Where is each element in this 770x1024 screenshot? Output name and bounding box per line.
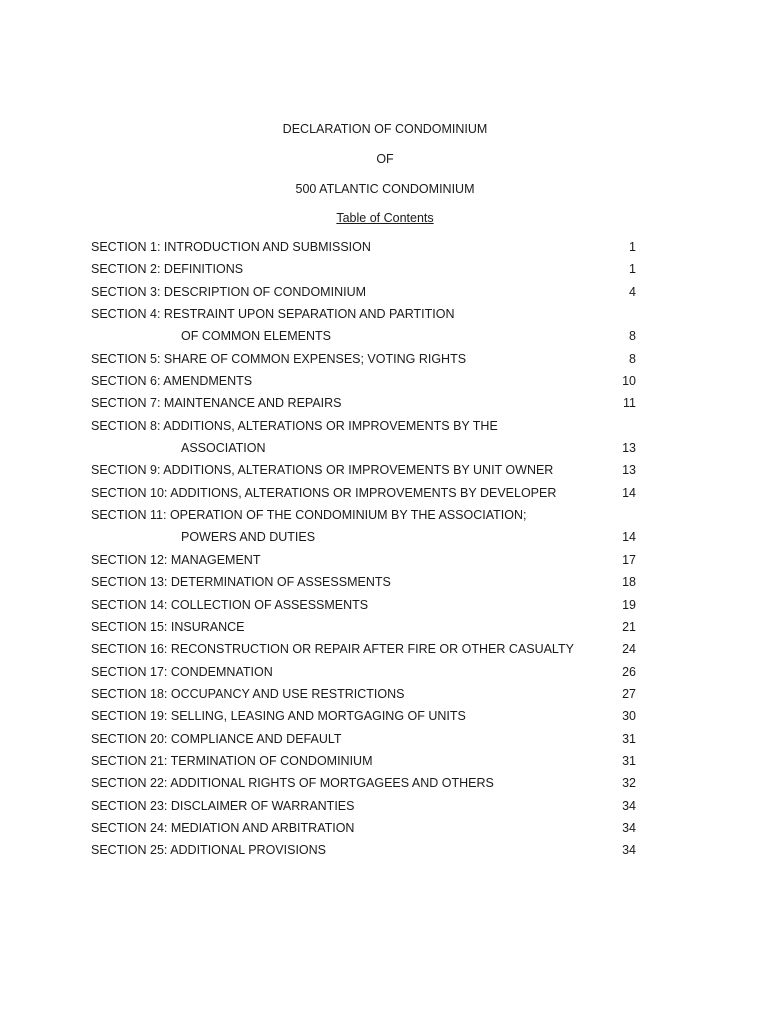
toc-entry-label: SECTION 19: SELLING, LEASING AND MORTGAGING OF UNITS: [91, 709, 466, 724]
toc-entry: [91, 574, 636, 596]
toc-entry: [91, 842, 636, 864]
toc-entry: [91, 462, 636, 484]
toc-entry: [91, 373, 636, 395]
toc-entry-label: SECTION 4: RESTRAINT UPON SEPARATION AND PARTITION: [91, 307, 455, 322]
toc-entry-page-number: 4: [629, 284, 636, 299]
toc-entry-page-number: 10: [622, 374, 636, 389]
toc-entry: [91, 239, 636, 261]
toc-entry-page-number: 32: [622, 776, 636, 791]
document-title-of: OF: [376, 152, 394, 166]
toc-entry-page-number: 1: [629, 262, 636, 277]
toc-entry-page-number: 1: [629, 240, 636, 254]
toc-entry-label: SECTION 7: MAINTENANCE AND REPAIRS: [91, 396, 342, 411]
toc-entry-label: SECTION 5: SHARE OF COMMON EXPENSES; VOTING RIGHTS: [91, 351, 467, 366]
toc-entry-page-number: 34: [622, 843, 636, 858]
table-of-contents: [91, 239, 636, 865]
toc-entry: [91, 619, 636, 641]
toc-entry-label: SECTION 17: CONDEMNATION: [91, 664, 273, 679]
toc-heading: Table of Contents: [336, 211, 434, 225]
toc-entry-page-number: 14: [622, 485, 636, 500]
toc-entry: [91, 798, 636, 820]
toc-entry-page-number: 18: [622, 575, 636, 590]
toc-entry-page-number: 8: [629, 351, 636, 366]
toc-entry: [91, 351, 636, 373]
toc-entry: [91, 552, 636, 574]
toc-entry-page-number: 14: [622, 530, 636, 545]
toc-entry: [91, 597, 636, 619]
toc-entry-page-number: 13: [622, 441, 636, 456]
toc-entry: [91, 686, 636, 708]
toc-heading-wrap: [0, 210, 770, 226]
toc-entry: [91, 664, 636, 686]
document-subtitle: 500 ATLANTIC CONDOMINIUM: [295, 182, 475, 196]
toc-entry-label: SECTION 25: ADDITIONAL PROVISIONS: [91, 843, 327, 858]
toc-entry: [91, 753, 636, 775]
toc-entry-label: SECTION 12: MANAGEMENT: [91, 552, 261, 567]
toc-entry-label: SECTION 14: COLLECTION OF ASSESSMENTS: [91, 597, 369, 612]
toc-entry-page-number: 21: [622, 619, 636, 634]
toc-entry-label: SECTION 13: DETERMINATION OF ASSESSMENTS: [91, 575, 391, 590]
toc-entry-page-number: 17: [622, 552, 636, 567]
toc-entry-label: SECTION 20: COMPLIANCE AND DEFAULT: [91, 731, 342, 746]
toc-entry-label: ASSOCIATION: [181, 441, 266, 456]
toc-entry: [91, 306, 636, 328]
toc-entry-page-number: 34: [622, 820, 636, 835]
toc-entry: [91, 440, 636, 462]
toc-entry-label: SECTION 2: DEFINITIONS: [91, 262, 244, 277]
toc-entry-label: SECTION 15: INSURANCE: [91, 619, 245, 634]
toc-entry-label: SECTION 18: OCCUPANCY AND USE RESTRICTIONS: [91, 686, 405, 701]
toc-entry-label: SECTION 24: MEDIATION AND ARBITRATION: [91, 820, 355, 835]
toc-entry: [91, 485, 636, 507]
toc-entry: [91, 418, 636, 440]
toc-entry-label: SECTION 6: AMENDMENTS: [91, 374, 253, 389]
toc-entry: [91, 284, 636, 306]
toc-entry-label: SECTION 23: DISCLAIMER OF WARRANTIES: [91, 798, 355, 813]
document-title: DECLARATION OF CONDOMINIUM: [282, 122, 488, 136]
toc-entry: [91, 731, 636, 753]
toc-entry: [91, 529, 636, 551]
toc-entry-page-number: 24: [622, 642, 636, 657]
toc-entry-page-number: 26: [622, 664, 636, 679]
toc-entry-label: SECTION 9: ADDITIONS, ALTERATIONS OR IMPROVEMENTS BY UNIT OWNER: [91, 463, 554, 478]
toc-entry-label: SECTION 22: ADDITIONAL RIGHTS OF MORTGAGEES AND OTHERS: [91, 776, 494, 791]
toc-entry-page-number: 13: [622, 463, 636, 478]
toc-entry-page-number: 34: [622, 798, 636, 813]
toc-entry: [91, 708, 636, 730]
toc-entry: [91, 820, 636, 842]
toc-entry-page-number: 31: [622, 731, 636, 746]
toc-entry-label: POWERS AND DUTIES: [181, 530, 316, 545]
toc-entry-label: SECTION 21: TERMINATION OF CONDOMINIUM: [91, 753, 373, 768]
toc-entry-page-number: 11: [623, 396, 636, 411]
toc-entry-label: SECTION 16: RECONSTRUCTION OR REPAIR AFTER FIRE OR OTHER CASUALTY: [91, 642, 574, 657]
toc-entry-label: SECTION 1: INTRODUCTION AND SUBMISSION: [91, 240, 371, 254]
toc-entry: [91, 507, 636, 529]
toc-entry-page-number: 30: [622, 709, 636, 724]
toc-entry: [91, 395, 636, 417]
toc-entry-label: SECTION 8: ADDITIONS, ALTERATIONS OR IMPROVEMENTS BY THE: [91, 418, 498, 433]
toc-entry: [91, 261, 636, 283]
toc-entry-page-number: 31: [622, 753, 636, 768]
toc-entry-label: SECTION 3: DESCRIPTION OF CONDOMINIUM: [91, 284, 367, 299]
toc-entry-label: OF COMMON ELEMENTS: [181, 329, 332, 344]
toc-entry: [91, 641, 636, 663]
toc-entry-page-number: 19: [622, 597, 636, 612]
toc-entry-page-number: 8: [629, 329, 636, 344]
toc-entry-label: SECTION 10: ADDITIONS, ALTERATIONS OR IMPROVEMENTS BY DEVELOPER: [91, 485, 557, 500]
toc-entry-label: SECTION 11: OPERATION OF THE CONDOMINIUM BY THE ASSOCIATION;: [91, 508, 527, 523]
toc-entry-page-number: 27: [622, 686, 636, 701]
toc-entry: [91, 328, 636, 350]
toc-entry: [91, 775, 636, 797]
